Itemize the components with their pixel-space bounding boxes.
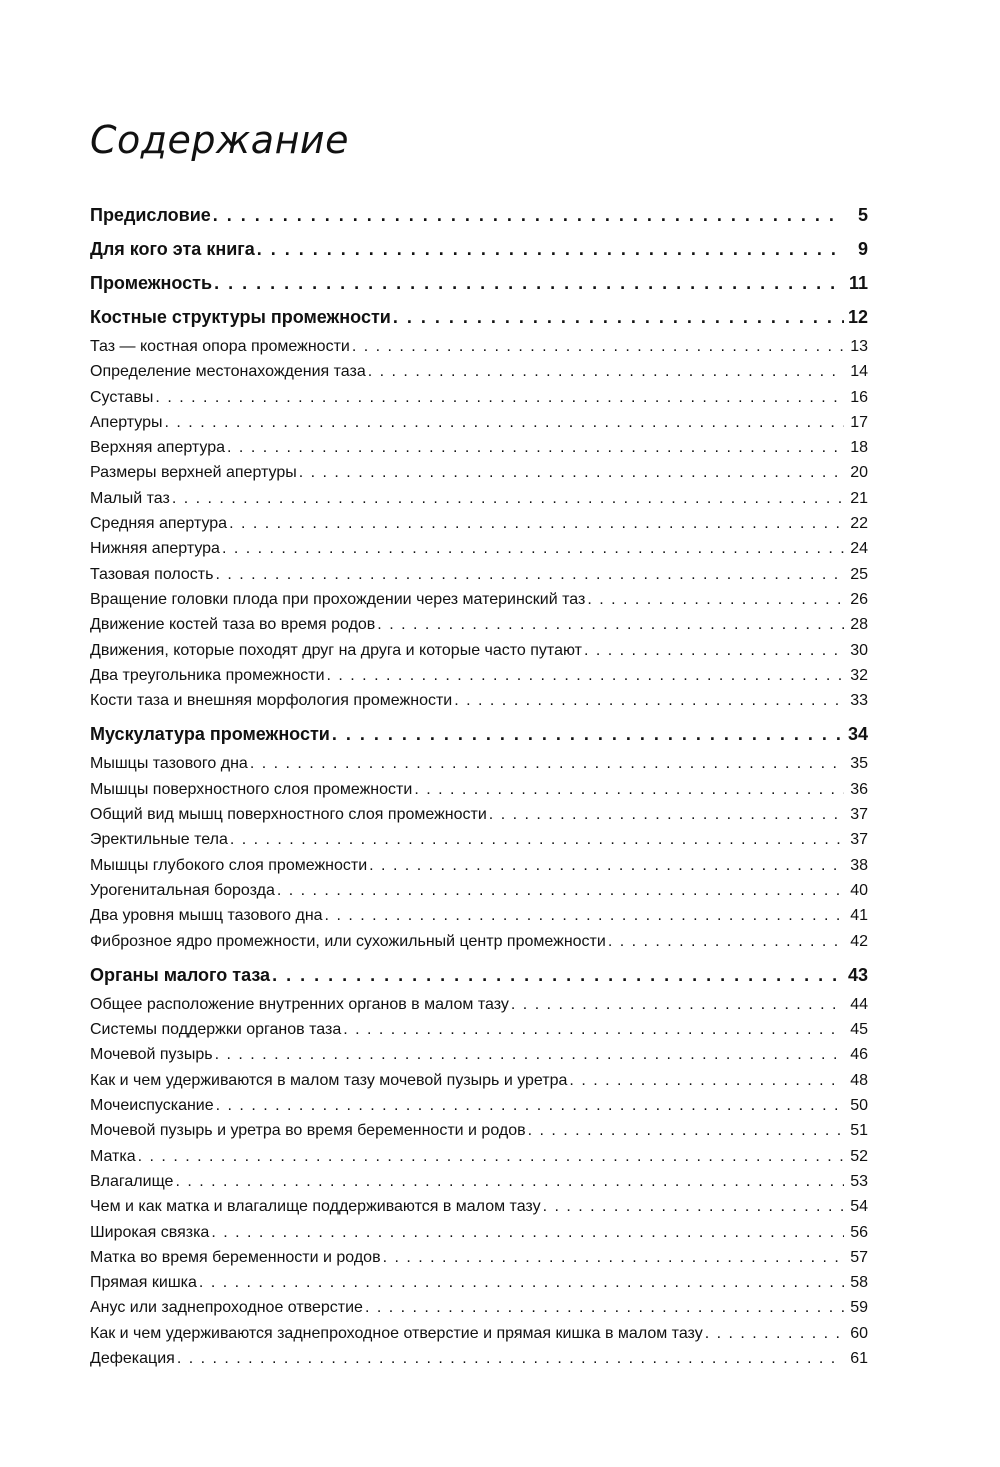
dot-leader [489, 802, 844, 827]
dot-leader [222, 536, 844, 561]
toc-section-entry[interactable] [90, 612, 868, 637]
toc-entry-title: Общий вид мышц поверхностного слоя промежности [90, 806, 487, 824]
toc-section-entry[interactable] [90, 1093, 868, 1118]
toc-section-entry[interactable] [90, 1295, 868, 1320]
toc-page-number: 57 [850, 1248, 868, 1266]
toc-section-entry[interactable] [90, 1346, 868, 1371]
toc-page-number: 36 [850, 780, 868, 798]
toc-page-number: 50 [850, 1097, 868, 1115]
toc-section-entry[interactable] [90, 1017, 868, 1042]
toc-page-number: 5 [857, 205, 868, 225]
toc-section-entry[interactable] [90, 1220, 868, 1245]
toc-entry-title: Урогенитальная борозда [90, 881, 275, 899]
toc-page-number: 9 [857, 239, 868, 259]
toc-section-entry[interactable] [90, 511, 868, 536]
toc-entry-title: Два треугольника промежности [90, 666, 325, 684]
toc-section-entry[interactable] [90, 878, 868, 903]
toc-chapter-entry[interactable] [90, 300, 868, 334]
dot-leader [229, 511, 844, 536]
dot-leader [705, 1321, 844, 1346]
toc-section-entry[interactable] [90, 1144, 868, 1169]
page-title: Содержание [90, 118, 349, 162]
dot-leader [368, 359, 844, 384]
toc-page-number: 46 [850, 1046, 868, 1064]
toc-entry-title: Эректильные тела [90, 831, 228, 849]
toc-page-number: 38 [850, 856, 868, 874]
toc-entry-title: Верхняя апертура [90, 439, 226, 457]
toc-page-number: 42 [850, 932, 868, 950]
toc-entry-title: Таз — костная опора промежности [90, 338, 350, 355]
dot-leader [227, 435, 844, 460]
dot-leader [214, 266, 844, 300]
toc-entry-title: Костные структуры промежности [90, 307, 391, 327]
toc-section-entry[interactable] [90, 929, 868, 954]
toc-page-number: 37 [850, 831, 868, 849]
toc-section-entry[interactable] [90, 1042, 868, 1067]
toc-page-number: 40 [850, 881, 868, 899]
dot-leader [543, 1194, 844, 1219]
dot-leader [216, 1093, 844, 1118]
toc-entry-title: Матка [90, 1147, 136, 1165]
toc-entry-title: Размеры верхней апертуры [90, 464, 297, 482]
toc-entry-title: Общее расположение внутренних органов в малом тазу [90, 995, 509, 1013]
toc-entry-title: Движения, которые походят друг на друга и которые часто путают [90, 641, 582, 659]
dot-leader [608, 929, 844, 954]
toc-section-entry[interactable] [90, 385, 868, 410]
toc-entry-title: Средняя апертура [90, 515, 228, 533]
dot-leader [569, 1068, 844, 1093]
dot-leader [272, 958, 844, 992]
dot-leader [343, 1017, 844, 1042]
toc-entry-title: Промежность [90, 273, 213, 293]
toc-page-number: 53 [850, 1172, 868, 1190]
toc-section-entry[interactable] [90, 992, 868, 1017]
dot-leader [584, 638, 844, 663]
toc-entry-title: Движение костей таза во время родов [90, 616, 376, 634]
toc-chapter-entry[interactable] [90, 232, 868, 266]
toc-page-number: 16 [850, 388, 868, 406]
dot-leader [199, 1270, 844, 1295]
toc-section-entry[interactable] [90, 1321, 868, 1346]
toc-entry-title: Широкая связка [90, 1223, 210, 1241]
toc-entry-title: Предисловие [90, 205, 211, 225]
toc-entry-title: Апертуры [90, 413, 163, 431]
toc-entry-title: Анус или заднепроходное отверстие [90, 1299, 363, 1317]
toc-entry-title: Мочевой пузырь и уретра во время беременности и родов [90, 1122, 526, 1140]
toc-entry-title: Мышцы поверхностного слоя промежности [90, 780, 413, 798]
toc-entry-title: Матка во время беременности и родов [90, 1248, 381, 1266]
toc-page-number: 37 [850, 806, 868, 824]
toc-section-entry[interactable] [90, 410, 868, 435]
toc-chapter-entry[interactable] [90, 717, 868, 751]
toc-section-entry[interactable] [90, 827, 868, 852]
toc-entry-title: Как и чем удерживаются заднепроходное отверстие и прямая кишка в малом тазу [90, 1324, 703, 1342]
toc-entry-title: Для кого эта книга [90, 239, 255, 259]
toc-page-number: 58 [850, 1274, 868, 1292]
toc-entry-title: Мышцы тазового дна [90, 755, 248, 773]
toc-entry-title: Определение местонахождения таза [90, 363, 366, 381]
dot-leader [377, 612, 844, 637]
toc-page-number: 28 [850, 616, 868, 634]
dot-leader [325, 903, 844, 928]
toc-entry-title: Малый таз [90, 489, 170, 507]
toc-entry-title: Влагалище [90, 1172, 174, 1190]
dot-leader [299, 460, 844, 485]
toc-section-entry[interactable] [90, 359, 868, 384]
dot-leader [211, 1220, 844, 1245]
dot-leader [332, 717, 844, 751]
toc-section-entry[interactable] [90, 587, 868, 612]
dot-leader [587, 587, 844, 612]
toc-section-entry[interactable] [90, 334, 868, 359]
toc-page-number: 45 [850, 1021, 868, 1039]
toc-page-number: 56 [850, 1223, 868, 1241]
toc-page-number: 12 [847, 307, 868, 327]
toc-chapter-entry[interactable] [90, 266, 868, 300]
toc-entry-title: Мочевой пузырь [90, 1046, 213, 1064]
dot-leader [165, 410, 844, 435]
dot-leader [383, 1245, 844, 1270]
toc-page-number: 35 [850, 755, 868, 773]
dot-leader [138, 1144, 844, 1169]
toc-page-number: 13 [850, 338, 868, 355]
dot-leader [511, 992, 844, 1017]
dot-leader [365, 1295, 844, 1320]
toc-page-number: 18 [850, 439, 868, 457]
dot-leader [215, 1042, 844, 1067]
toc-section-entry[interactable] [90, 638, 868, 663]
toc-page-number: 20 [850, 464, 868, 482]
toc-section-entry[interactable] [90, 536, 868, 561]
toc-page-number: 32 [850, 666, 868, 684]
toc-page-number: 30 [850, 641, 868, 659]
dot-leader [327, 663, 845, 688]
toc-page-number: 44 [850, 995, 868, 1013]
toc-section-entry[interactable] [90, 1118, 868, 1143]
toc-page-number: 26 [850, 590, 868, 608]
toc-page-number: 21 [850, 489, 868, 507]
dot-leader [172, 486, 844, 511]
toc-section-entry[interactable] [90, 1270, 868, 1295]
toc-page-number: 61 [850, 1349, 868, 1367]
toc-section-entry[interactable] [90, 435, 868, 460]
toc-entry-title: Мускулатура промежности [90, 724, 330, 745]
toc-section-entry[interactable] [90, 1194, 868, 1219]
dot-leader [213, 198, 844, 232]
toc-section-entry[interactable] [90, 1169, 868, 1194]
toc-page-number: 34 [847, 724, 868, 745]
dot-leader [215, 562, 844, 587]
dot-leader [414, 777, 844, 802]
dot-leader [393, 300, 844, 334]
toc-chapter-entry[interactable] [90, 958, 868, 992]
toc-entry-title: Суставы [90, 388, 154, 406]
toc-section-entry[interactable] [90, 853, 868, 878]
dot-leader [369, 853, 844, 878]
toc-page-number: 14 [850, 363, 868, 381]
toc-page-number: 54 [850, 1198, 868, 1216]
toc-page-number: 51 [850, 1122, 868, 1140]
toc-entry-title: Кости таза и внешняя морфология промежности [90, 692, 453, 710]
toc-section-entry[interactable] [90, 903, 868, 928]
toc-chapter-entry[interactable] [90, 198, 868, 232]
toc-entry-title: Как и чем удерживаются в малом тазу мочевой пузырь и уретра [90, 1071, 568, 1089]
toc-page-number: 33 [850, 692, 868, 710]
toc-section-entry[interactable] [90, 562, 868, 587]
toc-entry-title: Вращение головки плода при прохождении через материнский таз [90, 590, 586, 608]
toc-section-entry[interactable] [90, 663, 868, 688]
toc-entry-title: Нижняя апертура [90, 540, 220, 558]
dot-leader [352, 334, 844, 359]
dot-leader [177, 1346, 844, 1371]
toc-page-number: 59 [850, 1299, 868, 1317]
toc-page-number: 48 [850, 1071, 868, 1089]
toc-page-number: 17 [850, 413, 868, 431]
dot-leader [230, 827, 844, 852]
toc-entry-title: Мышцы глубокого слоя промежности [90, 856, 368, 874]
dot-leader [454, 688, 844, 713]
toc-section-entry[interactable] [90, 486, 868, 511]
toc-page-number: 52 [850, 1147, 868, 1165]
toc-page-number: 41 [850, 907, 868, 925]
toc-section-entry[interactable] [90, 1068, 868, 1093]
toc-page-number: 11 [848, 273, 868, 293]
table-of-contents-page [90, 110, 868, 1371]
toc-section-entry[interactable] [90, 1245, 868, 1270]
toc-entry-title: Органы малого таза [90, 964, 271, 985]
toc-page-number: 25 [850, 565, 868, 583]
dot-leader [250, 751, 844, 776]
dot-leader [175, 1169, 844, 1194]
dot-leader [277, 878, 844, 903]
toc-entry-title: Дефекация [90, 1349, 175, 1367]
toc-page-number: 24 [850, 540, 868, 558]
toc-section-entry[interactable] [90, 802, 868, 827]
toc-page-number: 22 [850, 515, 868, 533]
toc-section-entry[interactable] [90, 777, 868, 802]
toc-entry-title: Системы поддержки органов таза [90, 1021, 342, 1039]
toc-entry-title: Прямая кишка [90, 1274, 197, 1292]
toc-section-entry[interactable] [90, 751, 868, 776]
toc-list [90, 198, 868, 1371]
toc-entry-title: Два уровня мышц тазового дна [90, 907, 323, 925]
toc-entry-title: Тазовая полость [90, 565, 214, 583]
toc-entry-title: Чем и как матка и влагалище поддерживаются в малом тазу [90, 1198, 541, 1216]
toc-page-number: 60 [850, 1324, 868, 1342]
toc-entry-title: Мочеиспускание [90, 1097, 214, 1115]
toc-section-entry[interactable] [90, 688, 868, 713]
dot-leader [528, 1118, 844, 1143]
dot-leader [257, 232, 844, 266]
toc-entry-title: Фиброзное ядро промежности, или сухожильный центр промежности [90, 932, 606, 950]
toc-section-entry[interactable] [90, 460, 868, 485]
dot-leader [155, 385, 844, 410]
toc-page-number: 43 [847, 964, 868, 985]
